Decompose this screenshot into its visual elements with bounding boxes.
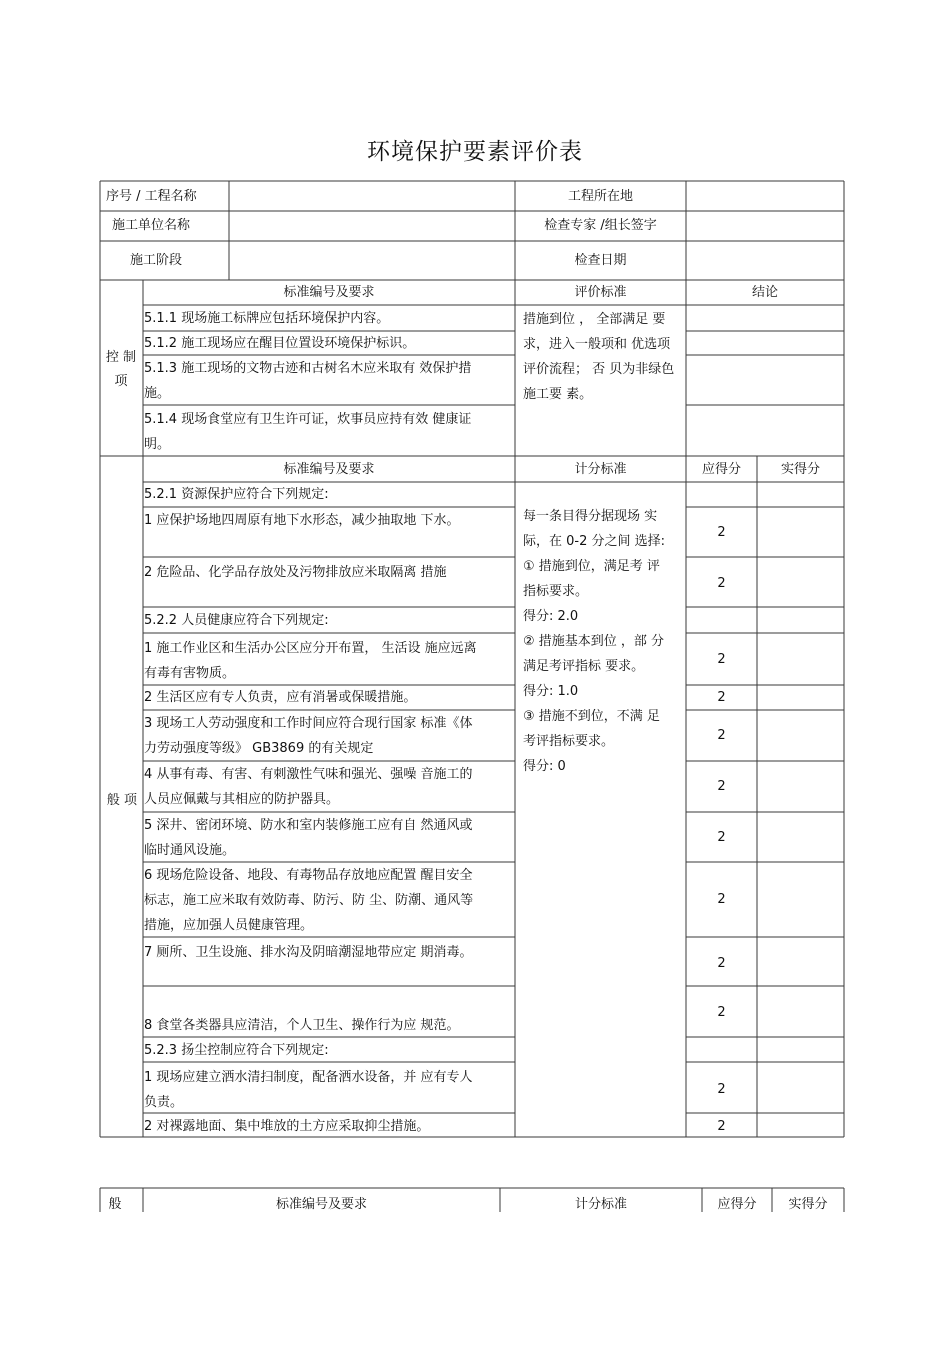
general-side-label: 般 项 xyxy=(106,793,138,808)
general-item: 3 现场工人劳动强度和工作时间应符合现行国家 标准《体 xyxy=(144,716,473,731)
due-score: 2 xyxy=(717,652,726,667)
general-item: 1 应保护场地四周原有地下水形态，减少抽取地 下水。 xyxy=(144,513,460,528)
general-item: 2 危险品、化学品存放处及污物排放应米取隔离 措施 xyxy=(144,565,447,580)
control-item: 5.1.1 现场施工标牌应包括环境保护内容。 xyxy=(144,311,390,326)
control-item: 5.1.2 施工现场应在醒目位置设环境保护标识。 xyxy=(144,336,416,351)
general-item: 1 施工作业区和生活办公区应分开布置， 生活设 施应远离 xyxy=(144,641,477,656)
date-label: 检查日期 xyxy=(574,253,627,268)
control-criteria: 措施到位 ， 全部满足 要 求，进入一般项和 优选项 评价流程； 否 贝为非绿色 施工要 素。 xyxy=(523,312,675,402)
location-label: 工程所在地 xyxy=(567,189,633,204)
general-item: 力劳动强度等级》 GB3869 的有关规定 xyxy=(144,741,374,756)
general-item: 4 从事有毒、有害、有刺激性气味和强光、强噪 音施工的 xyxy=(144,767,473,782)
stage-label: 施工阶段 xyxy=(130,253,183,268)
general-due-header: 应得分 xyxy=(701,462,741,477)
general-item: 2 对裸露地面、集中堆放的土方应采取抑尘措施。 xyxy=(144,1119,430,1134)
control-crit-header: 评价标准 xyxy=(574,285,627,300)
due-score: 2 xyxy=(717,1005,726,1020)
general-item: 5.2.2 人员健康应符合下列规定: xyxy=(144,613,329,628)
general-item: 1 现场应建立洒水清扫制度，配备洒水设备，并 应有专人 xyxy=(144,1070,473,1085)
general-actual-header: 实得分 xyxy=(780,462,820,477)
general-criteria: 每一条目得分据现场 实 际，在 0-2 分之间 选择: ① 措施到位，满足考 评 指标要求。 得分: 2.0 ② 措施基本到位 ，部 分 满足考评指标 要求。 得分: 1.0 ③ 措施不到位，不满 足 考评指标要求。 得分: 0 xyxy=(523,509,666,774)
general-item: 负责。 xyxy=(144,1095,184,1110)
project-label: 序号 / 工程名称 xyxy=(106,189,197,204)
unit-label: 施工单位名称 xyxy=(112,218,191,233)
continuation-actual-header: 实得分 xyxy=(788,1197,828,1212)
general-item: 7 厕所、卫生设施、排水沟及阴暗潮湿地带应定 期消毒。 xyxy=(144,945,473,960)
general-item: 5.2.1 资源保护应符合下列规定: xyxy=(144,487,329,502)
due-score: 2 xyxy=(717,956,726,971)
due-score: 2 xyxy=(717,892,726,907)
page-title: 环境保护要素评价表 xyxy=(367,139,583,165)
continuation-crit-header: 计分标准 xyxy=(574,1197,627,1212)
general-item: 措施，应加强人员健康管理。 xyxy=(144,918,314,933)
general-req-header: 标准编号及要求 xyxy=(283,462,375,477)
due-score: 2 xyxy=(717,779,726,794)
control-item: 5.1.3 施工现场的文物古迹和古树名木应米取有 效保护措 xyxy=(144,361,472,376)
control-result-header: 结论 xyxy=(751,285,778,300)
expert-label: 检查专家 /组长签字 xyxy=(544,218,657,233)
due-score: 2 xyxy=(717,830,726,845)
general-item: 2 生活区应有专人负责，应有消暑或保暖措施。 xyxy=(144,690,417,705)
due-score: 2 xyxy=(717,728,726,743)
continuation-due-header: 应得分 xyxy=(717,1197,757,1212)
due-score: 2 xyxy=(717,690,726,705)
continuation-req-header: 标准编号及要求 xyxy=(275,1197,367,1212)
control-item: 明。 xyxy=(144,437,171,452)
general-item: 临时通风设施。 xyxy=(144,843,236,858)
control-req-header: 标准编号及要求 xyxy=(283,285,375,300)
continuation-side-label: 般 xyxy=(108,1197,122,1212)
general-item: 5 深井、密闭环境、防水和室内装修施工应有自 然通风或 xyxy=(144,818,473,833)
due-score: 2 xyxy=(717,576,726,591)
general-item: 8 食堂各类器具应清洁，个人卫生、操作行为应 规范。 xyxy=(144,1018,460,1033)
due-score: 2 xyxy=(717,1119,726,1134)
control-side-label: 控 制 项 xyxy=(105,350,137,389)
control-item: 施。 xyxy=(144,386,171,401)
due-score: 2 xyxy=(717,1082,726,1097)
general-item: 标志，施工应米取有效防毒、防污、防 尘、防潮、通风等 xyxy=(144,893,474,908)
control-item: 5.1.4 现场食堂应有卫生许可证，炊事员应持有效 健康证 xyxy=(144,412,472,427)
general-item: 有毒有害物质。 xyxy=(144,666,236,681)
general-item: 人员应佩戴与其相应的防护器具。 xyxy=(144,792,340,807)
due-score: 2 xyxy=(717,525,726,540)
general-item: 6 现场危险设备、地段、有毒物品存放地应配置 醒目安全 xyxy=(144,868,473,883)
general-crit-header: 计分标准 xyxy=(574,462,627,477)
general-item: 5.2.3 扬尘控制应符合下列规定: xyxy=(144,1043,329,1058)
